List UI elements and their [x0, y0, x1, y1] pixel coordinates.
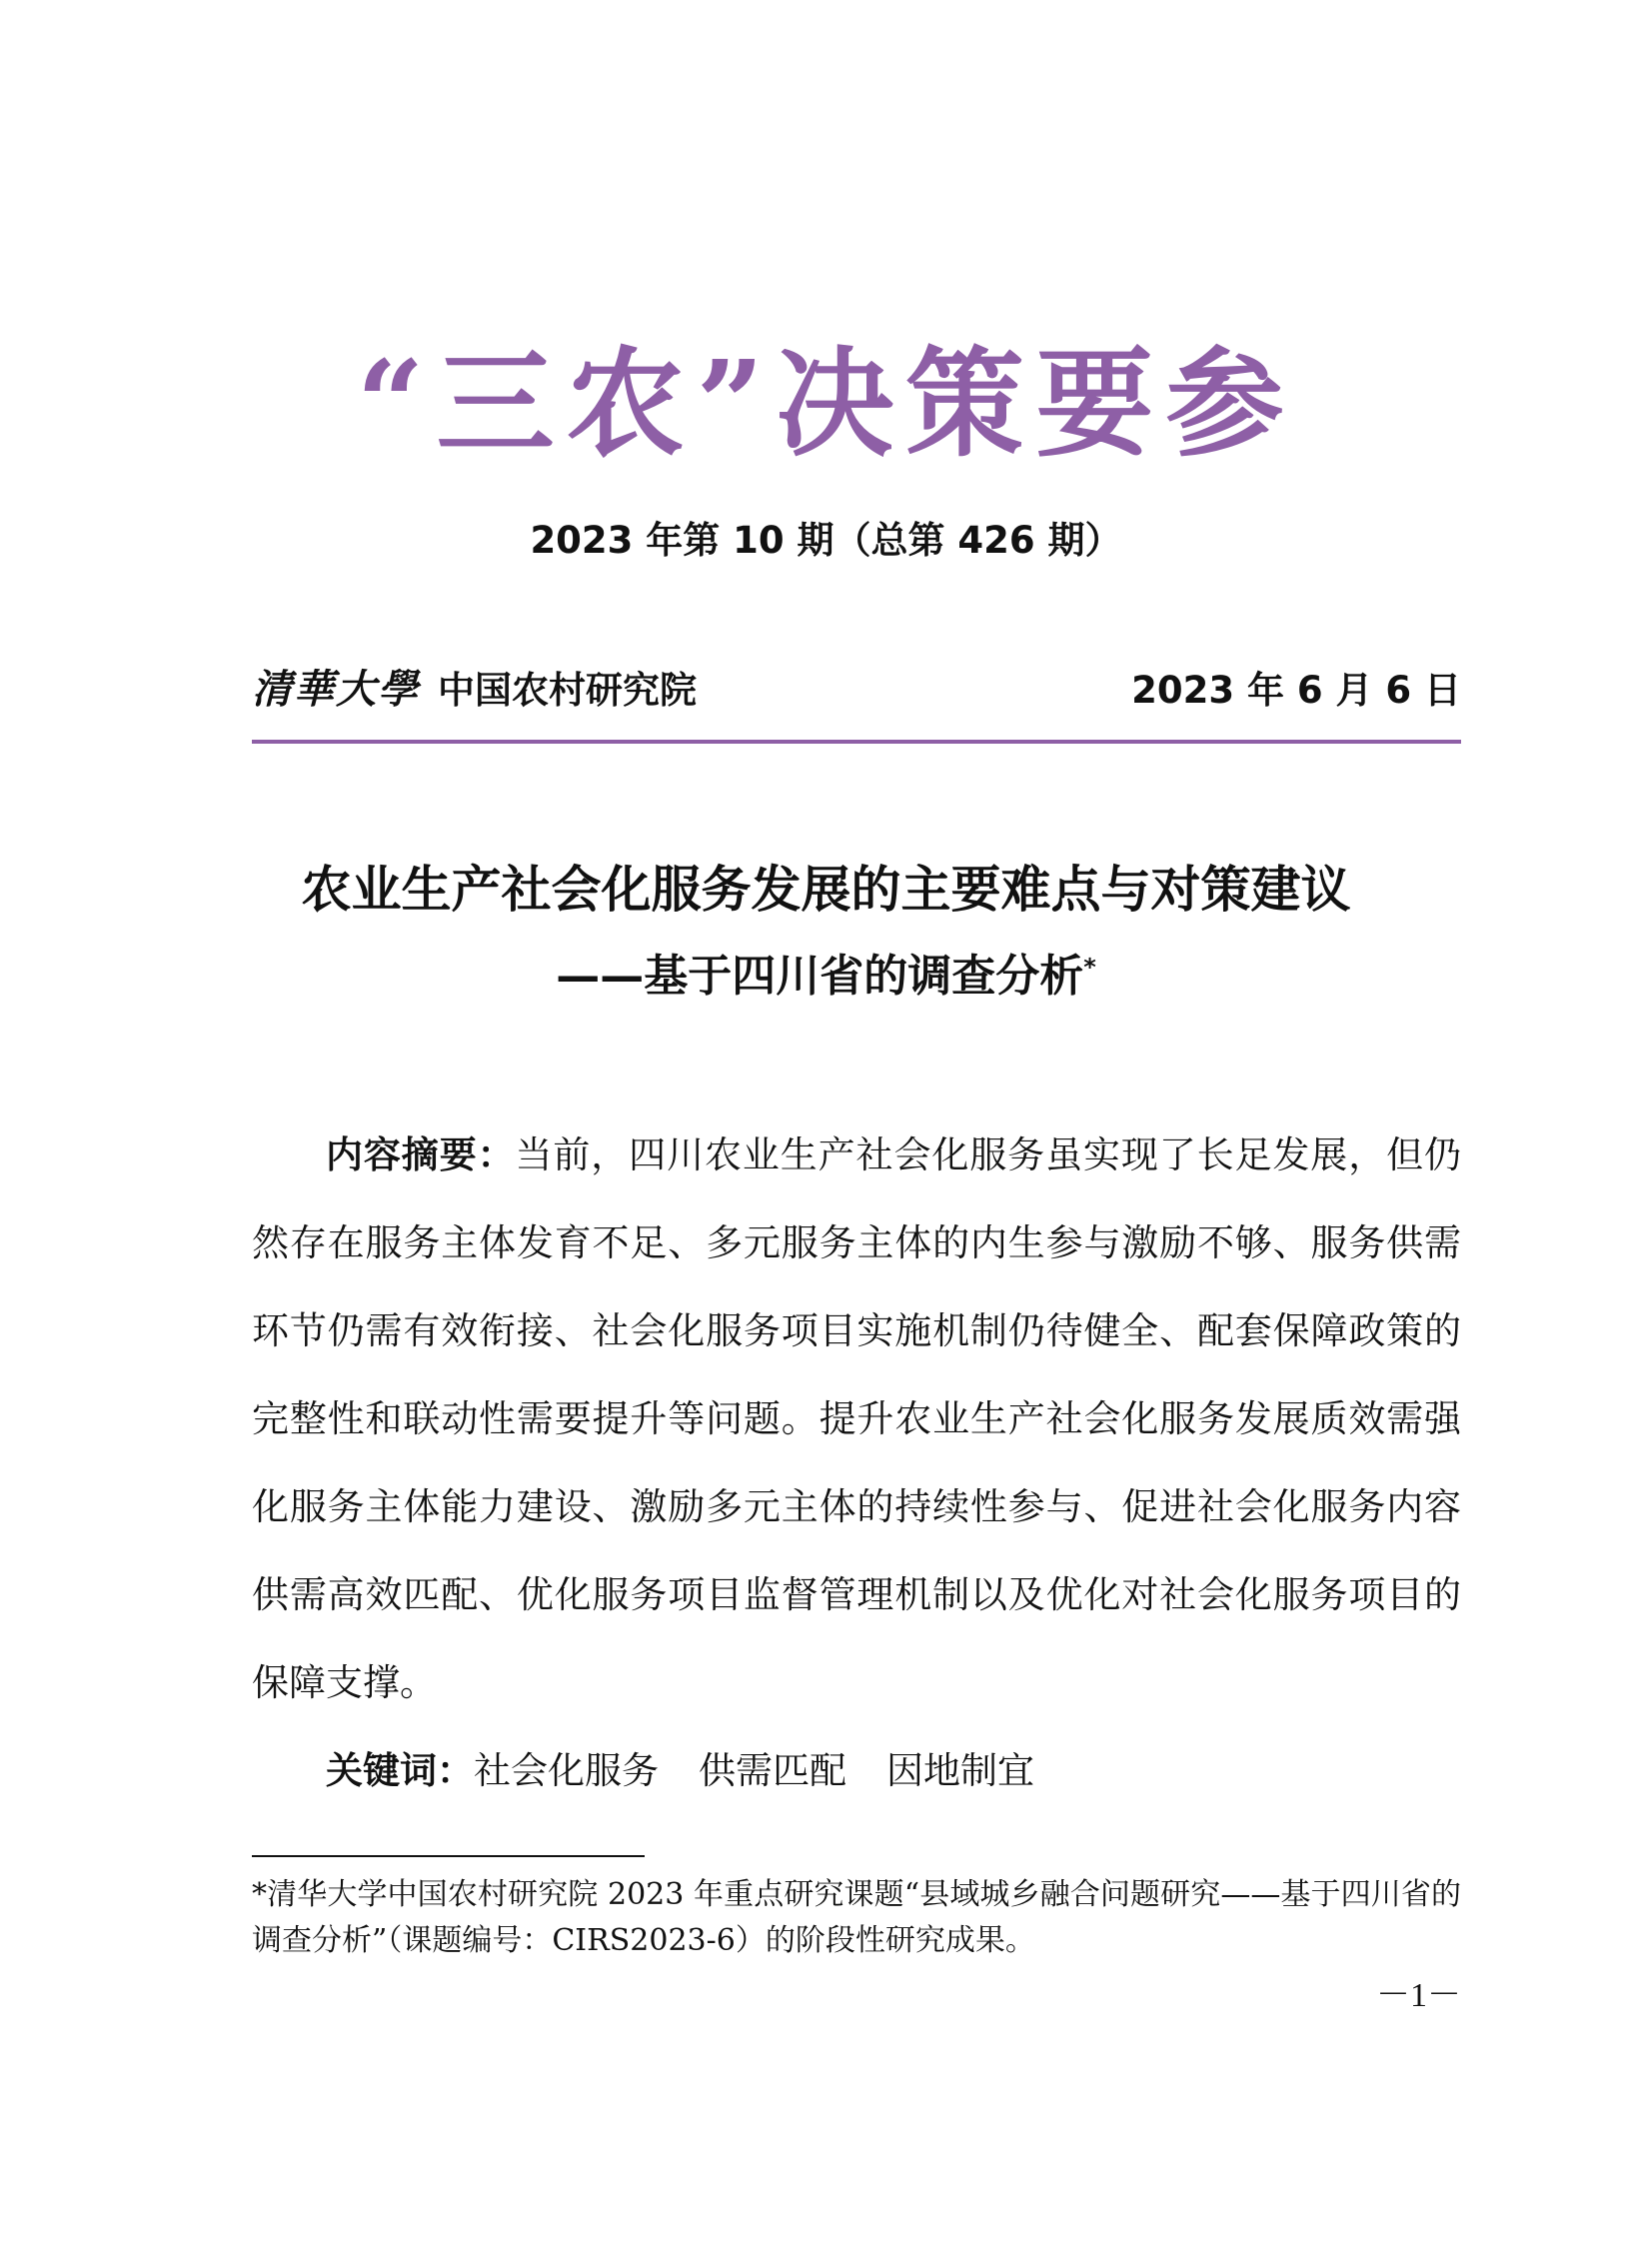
abstract-text: 当前，四川农业生产社会化服务虽实现了长足发展，但仍然存在服务主体发育不足、多元服务主体的内生参与激励不够、服务供需环节仍需有效衔接、社会化服务项目实施机制仍待健全、配套保障政策的完整性和联动性需要提升等问题。提升农业生产社会化服务发展质效需强化服务主体能力建设、激励多元主体的持续性参与、促进社会化服务内容供需高效匹配、优化服务项目监督管理机制以及优化对社会化服务项目的保障支撑。 — [252, 1133, 1462, 1704]
issue-number: 2023 年第 10 期（总第 426 期） — [530, 519, 1122, 562]
keyword: 因地制宜 — [886, 1749, 1034, 1792]
institution — [252, 664, 697, 716]
keyword: 社会化服务 — [474, 1749, 659, 1792]
abstract — [252, 1112, 1461, 1727]
keywords-label: 关键词： — [326, 1749, 474, 1792]
footnote-marker: * — [1083, 953, 1096, 982]
article-title: 农业生产社会化服务发展的主要难点与对策建议 — [301, 861, 1351, 919]
page-number: －1－ — [1376, 1977, 1461, 2014]
footnote: *清华大学中国农村研究院 2023 年重点研究课题“县域城乡融合问题研究——基于四川省的调查分析”（课题编号：CIRS2023-6）的阶段性研究成果。 — [252, 1877, 1461, 1958]
institute-name: 中国农村研究院 — [438, 668, 697, 712]
abstract-label: 内容摘要： — [326, 1133, 516, 1176]
article-subtitle — [0, 951, 1652, 1002]
footnote-divider — [252, 1855, 645, 1857]
keyword: 供需匹配 — [699, 1749, 846, 1792]
subtitle-text: ——基于四川省的调查分析 — [556, 951, 1084, 1002]
masthead-title: “三农”决策要参 — [356, 334, 1296, 473]
university-logo-text: 清華大學 — [252, 666, 420, 713]
keywords — [252, 1727, 1461, 1815]
publication-date: 2023 年 6 月 6 日 — [1131, 668, 1461, 712]
header-divider — [252, 740, 1461, 744]
publisher-header — [252, 664, 1461, 716]
